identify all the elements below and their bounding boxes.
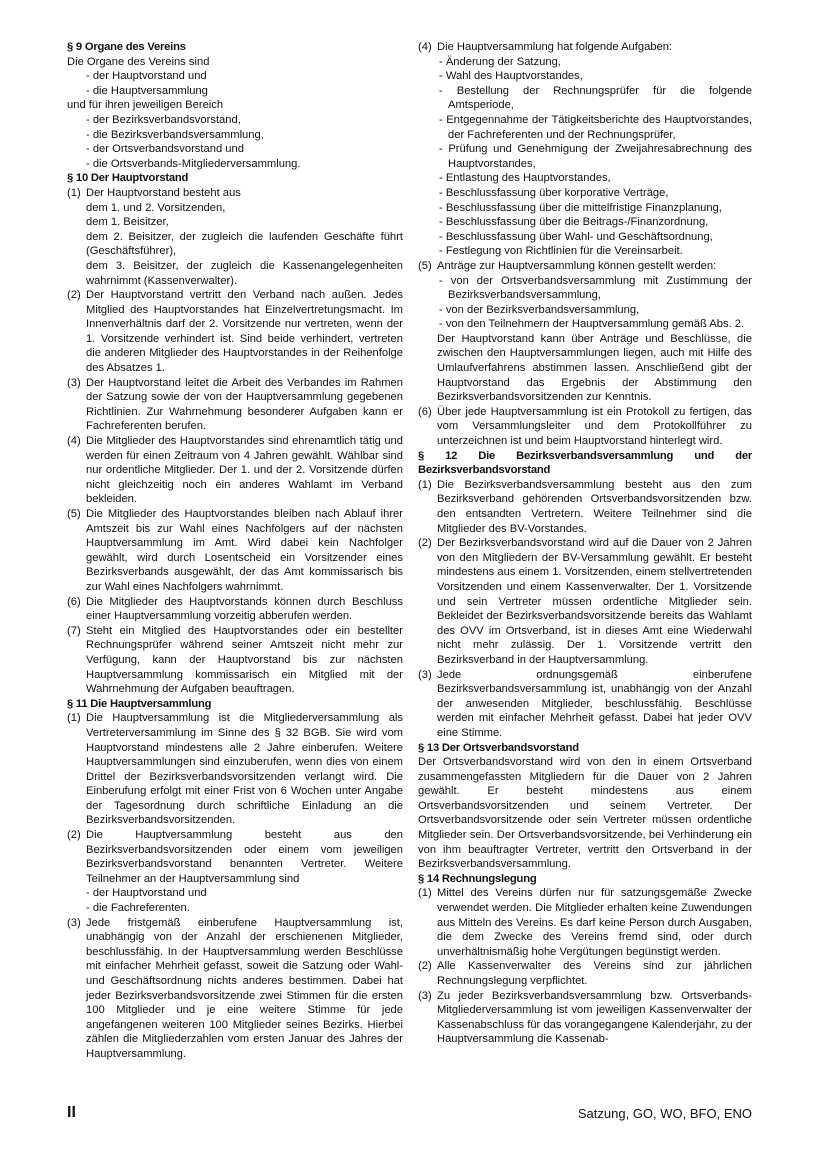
paragraph-10-6 [67,595,403,624]
list-item: - Wahl des Hauptvorstandes, [439,70,583,83]
paragraph-14-1 [418,886,752,959]
paragraph-11-5-tail: Der Hauptvorstand kann über Anträge und Beschlüsse, die zwischen den Hauptversammlungen liegen, auch mit Hilfe des Umlaufverfahrens abstimmen lassen. Anschließend gibt der Hauptvorstand das Ergebnis der Abstimmung den Bezirksverbandsvorsitzenden zur Kenntnis. [437,332,752,404]
paragraph-text: Zu jeder Bezirksverbandsversammlung bzw. Ortsverbands-Mitgliederversammlung ist vom jeweiligen Kassenverwalter der Kassenabschluss für das vorangegangene Kalenderjahr, zu der Hauptversammlung die Kassenab- [437,989,752,1046]
paragraph-12-3 [418,668,752,741]
paragraph-text: Die Mitglieder des Hauptvorstandes sind ehrenamtlich tätig und werden für einen Zeitraum von 4 Jahren gewählt. Wählbar sind nur ordentliche Mitglieder. Der 1. und der 2. Vorsitzende dürfen nicht gleichzeitig noch ein anderes Wahlamt im Verband bekleiden. [86,435,403,506]
list-item: - Bestellung der Rechnungsprüfer für die folgende Amtsperiode, [439,84,752,112]
paragraph-text: Jede ordnungsgemäß einberufene Bezirksverbandsversammlung ist, unabhängig von der Anzahl der anwesenden Mitglieder, beschlussfähig. Beschlüsse werden mit einfacher Mehrheit gefasst. Dabei hat jeder OVV eine Stimme. [437,668,752,739]
paragraph-number: (6) [67,595,81,608]
paragraph-text: Steht ein Mitglied des Hauptvorstandes oder ein bestellter Rechnungsprüfer während seiner Amtszeit nicht mehr zur Verfügung, kann der Hauptvorstand bis zur nächsten Hauptversammlung kommissarisch ein Mitglied mit der Wahrnehmung der Aufgaben beauftragen. [86,624,403,696]
paragraph-14-3 [418,989,752,1047]
paragraph-11-1 [67,711,403,828]
section-9-title: § 9 Organe des Vereins [67,41,186,53]
section-13-text: Der Ortsverbandsvorstand wird von den in einem Ortsverband zusammengefassten Mitgliedern für die Dauer von 2 Jahren gewählt. Er besteht mindestens aus einem Ortsverbandsvorsitzenden und seinem Vertreter. Der Ortsverbandsvorsitzende oder sein Vertreter müssen ordentliche Mitglieder sein. Der Ortsverbandsvorsitzende, bei Verhinderung ein von ihm beauftragter Vertreter, vertritt den Ortsverband in der Bezirksverbandsversammlung. [418,756,752,871]
paragraph-number: (2) [418,537,432,550]
paragraph-number: (3) [418,989,432,1002]
list-item: - von der Ortsverbandsversammlung mit Zustimmung der Bezirksverbandsversammlung, [439,274,752,302]
page-number: II [67,1104,76,1121]
paragraph-14-2 [418,959,752,988]
paragraph-text: Mittel des Vereins dürfen nur für satzungsgemäße Zwecke verwendet werden. Die Mitglieder erhalten keine Zuwendungen aus Mitteln des Vereins. Es darf keine Person durch Ausgaben, die dem Zwecke des Vereins fremd sind, oder durch unverhältnismäßig hohe Vergütungen begünstigt werden. [437,887,752,958]
paragraph-text: Die Bezirksverbandsversammlung besteht aus den zum Bezirksverband gehörenden Ortsverbandsvorsitzenden bzw. den entsandten Vertretern. Weitere Teilnehmer sind die Mitglieder des BV-Vorstandes. [437,478,752,535]
list-item: - Beschlussfassung über Wahl- und Geschäftsordnung, [439,230,713,243]
list-item: - Änderung der Satzung, [439,55,561,68]
paragraph-10-4 [67,434,403,507]
paragraph-text: Über jede Hauptversammlung ist ein Protokoll zu fertigen, das vom Versammlungsleiter und dem Protokollführer zu unterzeichnen ist und beim Hauptvorstand hinterlegt wird. [437,405,752,448]
section-11-title: § 11 Die Hauptversammlung [67,697,212,710]
left-column [67,40,403,1062]
list-item: - von den Teilnehmern der Hauptversammlung gemäß Abs. 2. [439,318,745,331]
paragraph-10-7 [67,624,403,697]
list-item: - die Bezirksverbandsversammlung, [86,128,264,141]
paragraph-text: Der Hauptvorstand vertritt den Verband nach außen. Jedes Mitglied des Hauptvorstandes hat Einzelvertretungsmacht. Im Innenverhältnis darf der 2. Vorsitzende nur vertreten, wenn der 1. Vorsitzende verhindert ist. Sind beide verhindert, vertreten die anderen Mitglieder des Hauptvorstandes in der Reihenfolge des Absatzes 1. [86,289,403,375]
list-item: - Beschlussfassung über korporative Verträge, [439,186,669,199]
paragraph-text: Der Hauptvorstand besteht aus [86,186,241,199]
paragraph-number: (1) [418,478,432,491]
paragraph-number: (4) [418,41,432,53]
paragraph-text: Jede fristgemäß einberufene Hauptversammlung ist, unabhängig von der Anzahl der erschienenen Mitglieder, beschlussfähig. In der Hauptversammlung werden Beschlüsse mit einfacher Mehrheit gefasst, soweit die Satzung oder Wahl- und Geschäftsordnung nichts anderes bestimmen. Dabei hat jeder Bezirksverbandsvorsitzende zwei Stimmen für die ersten 100 Mitglieder und je eine weitere Stimme für jede angefangenen weiteren 100 Mitglieder seines Bezirks. Hierbei zählen die Mitgliederzahlen vom ersten Januar des Jahres der Hauptversammlung. [86,916,403,1060]
paragraph-number: (5) [67,508,81,520]
right-column [418,40,752,1047]
list-item: - Beschlussfassung über die Beitrags-/Finanzordnung, [439,216,709,229]
list-item: - Festlegung von Richtlinien für die Vereinsarbeit. [439,245,683,258]
list-item: - der Ortsverbandsvorstand und [86,143,244,156]
paragraph-number: (3) [67,376,81,389]
paragraph-number: (6) [418,405,432,418]
paragraph-10-3 [67,376,403,434]
list-item: - Entgegennahme der Tätigkeitsberichte des Hauptvorstandes, der Fachreferenten und der Rechnungsprüfer, [439,113,752,141]
paragraph-text: Die Mitglieder des Hauptvorstandes bleiben nach Ablauf ihrer Amtszeit bis zur Wahl eines Nachfolgers auf der nächsten Hauptversammlung im Amt. Wird dabei kein Nachfolger gewählt, wird durch Losentscheid ein Vorsitzender eines Bezirksverbands ausgewählt, der das Amt kommissarisch bis zur Wahl eines Nachfolgers wahrnimmt. [86,508,403,593]
paragraph-text: Alle Kassenverwalter des Vereins sind zur jährlichen Rechnungslegung verpflichtet. [437,960,752,987]
list-item: - die Ortsverbands-Mitgliederversammlung. [86,157,301,170]
paragraph-number: (7) [67,624,81,637]
paragraph-number: (1) [67,712,81,725]
section-13-title: § 13 Der Ortsverbandsvorstand [418,741,579,754]
list-item: - der Bezirksverbandsvorstand, [86,113,241,126]
paragraph-10-5 [67,507,403,595]
paragraph-text: Die Mitglieder des Hauptvorstands können durch Beschluss einer Hauptversammlung vorzeitig abberufen werden. [86,595,403,623]
paragraph-text: Die Hauptversammlung hat folgende Aufgaben: [437,41,673,53]
paragraph-text: Der Bezirksverbandsvorstand wird auf die Dauer von 2 Jahren von den Mitgliedern der BV-Versammlung gewählt. Er besteht mindestens aus einem 1. Vorsitzenden, einem stellvertretenden Vorsitzenden und einem Kassenverwalter. Der 1. Vorsitzende und sein Vertreter müssen ordentliche Mitglieder sein. Bekleidet der Bezirksverbandsvorsitzende bereits das Wahlamt des OVV im Ortsverband, ist in dieses Amt eine Wiederwahl nicht mehr zulässig. Der 1. Vorsitzende vertritt den Bezirksverband in der Hauptversammlung. [437,537,752,666]
paragraph-text: Die Hauptversammlung ist die Mitgliederversammlung als Vertreterversammlung im Sinne des § 32 BGB. Sie wird vom Hauptvorstand mindestens alle 2 Jahre einberufen. Weitere Hauptversammlungen sind einzuberufen, wenn dies von einem Drittel der Bezirksverbandsvorsitzenden verlangt wird. Die Einberufung erfolgt mit einer Frist von 6 Wochen unter Angabe der Tagesordnung durch schriftliche Einladung an die Bezirksverbandsvorsitzenden. [86,712,403,827]
paragraph-10-2 [67,288,403,376]
section-14-title: § 14 Rechnungslegung [418,872,537,885]
list-item: dem 1. Beisitzer, [86,216,169,229]
paragraph-number: (5) [418,259,432,272]
list-item: - Entlastung des Hauptvorstandes, [439,172,611,185]
paragraph-number: (3) [418,668,432,681]
paragraph-number: (2) [67,829,81,842]
paragraph-11-3 [67,916,403,1062]
list-item: - die Hauptversammlung [86,84,208,97]
paragraph-number: (1) [67,186,81,199]
paragraph-11-2 [67,828,403,886]
paragraph-text: Der Hauptvorstand leitet die Arbeit des Verbandes im Rahmen der Satzung sowie der von der Hauptversammlung gegebenen Richtlinien. Zur Wahrnehmung besonderer Aufgaben kann er Fachreferenten berufen. [86,376,403,433]
list-item: dem 3. Beisitzer, der zugleich die Kassenangelegenheiten wahrnimmt (Kassenverwalter). [86,259,403,287]
section-10-title: § 10 Der Hauptvorstand [67,172,189,185]
list-item: - der Hauptvorstand und [86,887,207,900]
footer-title: Satzung, GO, WO, BFO, ENO [577,1106,752,1121]
paragraph-11-5 [418,259,752,274]
paragraph-10-1 [67,186,403,201]
paragraph-11-6 [418,405,752,449]
section-9-mid: und für ihren jeweiligen Bereich [67,99,224,112]
paragraph-text: Die Hauptversammlung besteht aus den Bezirksverbandsvorsitzenden oder einem vom jeweiligen Bezirksverbandsvorstand benannten Vertreter. Weitere Teilnehmer an der Hauptversammlung sind [86,829,403,885]
list-item: - Prüfung und Genehmigung der Zweijahresabrechnung des Hauptvorstandes, [439,143,752,170]
list-item: - der Hauptvorstand und [86,70,207,83]
paragraph-12-1 [418,478,752,536]
paragraph-number: (4) [67,435,81,448]
list-item: - Beschlussfassung über die mittelfristige Finanzplanung, [439,201,722,214]
paragraph-number: (2) [67,289,81,302]
list-item: dem 1. und 2. Vorsitzenden, [86,201,226,214]
paragraph-11-4 [418,40,752,55]
list-item: dem 2. Beisitzer, der zugleich die laufenden Geschäfte führt (Geschäftsführer), [86,230,403,258]
paragraph-12-2 [418,536,752,667]
paragraph-number: (1) [418,887,432,900]
section-12-title: § 12 Die Bezirksverbandsversammlung und der Bezirksverbandsvorstand [418,449,752,477]
section-9-intro: Die Organe des Vereins sind [67,55,210,68]
list-item: - von der Bezirksverbandsversammlung, [439,303,640,316]
paragraph-text: Anträge zur Hauptversammlung können gestellt werden: [437,259,717,272]
paragraph-number: (3) [67,916,81,929]
list-item: - die Fachreferenten. [86,902,190,915]
paragraph-number: (2) [418,960,432,973]
